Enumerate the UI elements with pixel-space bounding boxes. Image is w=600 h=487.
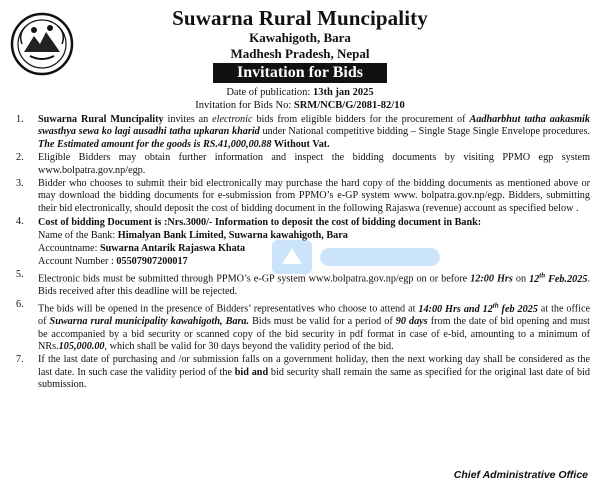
ifb-label: Invitation for Bids No:	[195, 100, 292, 111]
list-item: 7. If the last date of purchasing and /or submission falls on a government holiday, then the next working day shall be considered as the last date. In such case the validity period of the bid and bid security shall remain the same as specified for the original last date of bid submission.	[16, 354, 590, 391]
publication-meta	[10, 86, 590, 112]
government-emblem-icon	[10, 12, 74, 76]
list-item: 4. Cost of bidding Document is :Nrs.3000/- Information to deposit the cost of bidding document in Bank: Name of the Bank: Himalyan Bank Limited, Suwarna kawahigoth, Bara Accountname: Suwarna Antarik Rajaswa Khata Account Number : 05507907200017	[10, 216, 590, 268]
list-item: 6. The bids will be opened in the presence of Bidders’ representatives who choose to attend at 14:00 Hrs and 12th feb 2025 at the office of Suwarna rural municipality kawahigoth, Bara. Bids must be valid for a period of 90 days from the date of bid opening and must be accompanied by a bid security or scanned copy of the bid security in pdf format in case of e-bid, amounting to a minimum of NRs.105,000.00, which shall be valid for 30 days beyond the validity period of the bid.	[16, 299, 591, 353]
list-item: 5. Electronic bids must be submitted through PPMO’s e-GP system www.bolpatra.gov.np/egp on or before 12:00 Hrs on 12th Feb.2025. Bids received after this deadline will be rejected.	[16, 269, 590, 298]
date-value: 13th jan 2025	[312, 87, 374, 98]
address-line-1: Kawahigoth, Bara	[249, 30, 351, 45]
address-line-2: Madhesh Pradesh, Nepal	[230, 46, 370, 61]
signature: Chief Administrative Office	[453, 469, 588, 481]
org-title: Suwarna Rural Muncipality	[172, 6, 428, 30]
date-label: Date of publication:	[226, 87, 311, 98]
header	[10, 6, 590, 83]
notice-page	[0, 6, 600, 487]
list-item: 3. Bidder who chooses to submit their bid electronically may purchase the hard copy of the bidding documents as mentioned above or may download the bidding documents for e-submission from PPMO’s e-GP system www. bolpatra.gov.np/egp. Bidders, submitting their bid electronically, should deposit the cost of bidding document in the following Rajaswa (revenue) account as specified below .	[16, 178, 590, 214]
list-item: 1. Suwarna Rural Muncipality invites an electronic bids from eligible bidders for the procurement of Aadharbhut tatha aakasmik swasthya sewa ko lagi ausadhi tatha upkaran kharid under National competitive bidding – Single Stage Single Envelope procedures. The Estimated amount for the goods is RS.41,000,00.88 Without Vat.	[16, 114, 590, 150]
notice-items	[10, 114, 590, 392]
bank-details: Cost of bidding Document is :Nrs.3000/- Information to deposit the cost of bidding document in Bank: Name of the Bank: Himalyan Bank Limited, Suwarna kawahigoth, Bara Accountname: Suwarna Antarik Rajaswa Khata Account Number : 05507907200017	[38, 217, 482, 268]
list-item: 2. Eligible Bidders may obtain further information and inspect the bidding documents by visiting PPMO egp system www.bolpatra.gov.np/egp.	[16, 152, 590, 176]
ifb-value: SRM/NCB/G/2081-82/10	[293, 100, 405, 111]
notice-banner: Invitation for Bids	[213, 63, 387, 83]
